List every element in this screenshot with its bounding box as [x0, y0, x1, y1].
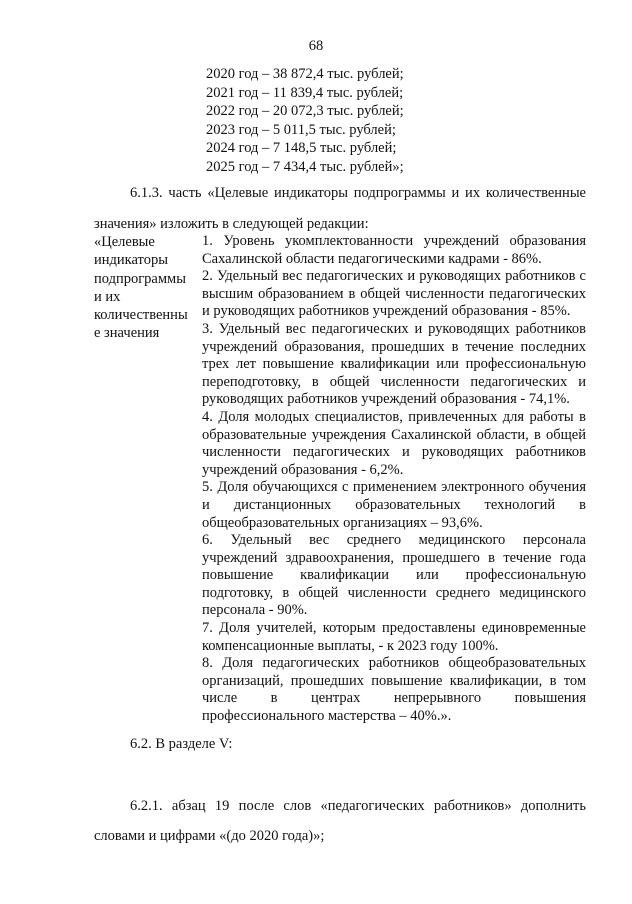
indicator-item: 2. Удельный вес педагогических и руководящих работников с высшим образованием в общей численности педагогических и руководящих работников учреждений образования - 85%.: [202, 268, 586, 320]
page-number: 68: [308, 38, 324, 54]
budget-line: 2022 год – 20 072,3 тыс. рублей;: [206, 103, 404, 120]
budget-line: 2021 год – 11 839,4 тыс. рублей;: [206, 84, 404, 101]
paragraph-6-2: 6.2. В разделе V:: [130, 736, 233, 752]
label-line: подпрограммы: [94, 270, 186, 287]
budget-line: 2024 год – 7 148,5 тыс. рублей;: [206, 140, 397, 157]
label-line: е значения: [94, 325, 160, 342]
indicator-item: 3. Удельный вес педагогических и руководящих работников учреждений образования, прошедших в течение последних трех лет повышение квалификации или профессиональную переподготовку, в общей численности педагогических и руководящих работников учреждений образования - 74,1%.: [202, 320, 586, 408]
paragraph-6-2-1: 6.2.1. абзац 19 после слов «педагогических работников» дополнить словами и цифрами «(до 2020 года)»;: [94, 798, 586, 844]
budget-line: 2025 год – 7 434,4 тыс. рублей»;: [206, 158, 404, 175]
target-indicators-list: [202, 233, 586, 726]
label-line: количественны: [94, 307, 188, 324]
indicator-item: 4. Доля молодых специалистов, привлеченных для работы в образовательные учреждения Сахалинской области, в общей численности педагогических и руководящих работников учреждений образования - 6,2%.: [202, 408, 586, 478]
budget-list: [206, 66, 506, 178]
indicator-item: 1. Уровень укомплектованности учреждений образования Сахалинской области педагогическими кадрами - 86%.: [202, 233, 586, 267]
paragraph-6-1-3: 6.1.3. часть «Целевые индикаторы подпрограммы и их количественные значения» изложить в следующей редакции:: [94, 185, 586, 232]
indicator-item: 5. Доля обучающихся с применением электронного обучения и дистанционных образовательных технологий в общеобразовательных организациях – 93,6%.: [202, 479, 586, 531]
indicator-item: 8. Доля педагогических работников общеобразовательных организаций, прошедших повышение квалификации, в том числе в центрах непрерывного повышения профессионального мастерства – 40%.».: [202, 655, 586, 725]
label-line: «Целевые: [94, 234, 155, 250]
budget-line: 2020 год – 38 872,4 тыс. рублей;: [206, 66, 404, 82]
indicator-item: 6. Удельный вес среднего медицинского персонала учреждений здравоохранения, прошедшего в течение года повышение квалификации или профессиональную подготовку, в общей численности среднего медицинского персонала - 90%.: [202, 532, 586, 619]
label-line: индикаторы: [94, 252, 168, 269]
target-indicators-label: [94, 233, 202, 726]
target-indicators-table: [94, 233, 586, 726]
budget-line: 2023 год – 5 011,5 тыс. рублей;: [206, 121, 396, 138]
label-line: и их: [94, 288, 121, 305]
indicator-item: 7. Доля учителей, которым предоставлены единовременные компенсационные выплаты, - к 2023 году 100%.: [202, 620, 586, 654]
